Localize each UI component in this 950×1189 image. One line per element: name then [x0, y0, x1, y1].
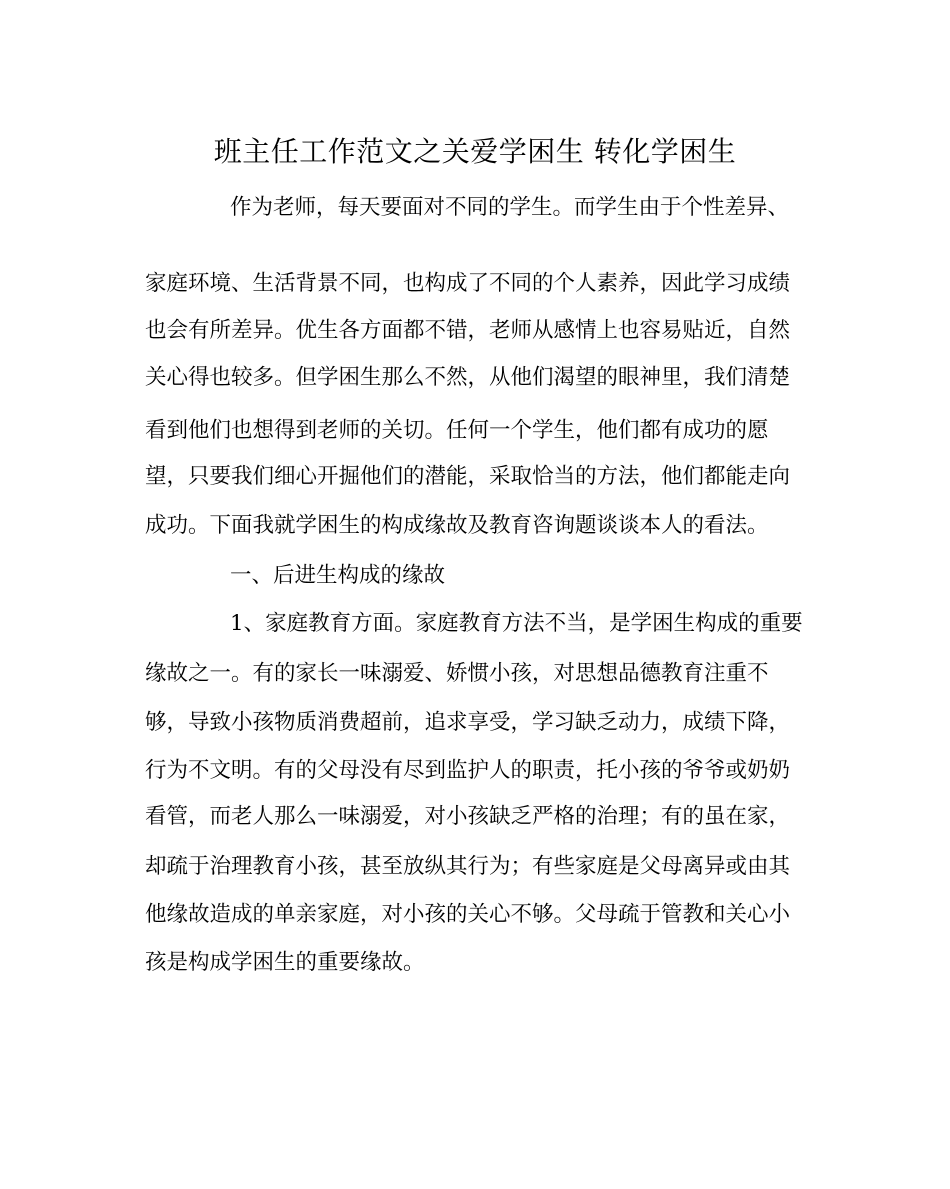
- paragraph-3-line-6: 却疏于治理教育小孩，甚至放纵其行为；有些家庭是父母离异或由其: [145, 854, 791, 879]
- paragraph-3-line-8: 孩是构成学困生的重要缘故。: [145, 950, 425, 975]
- paragraph-3-line-1: 1、家庭教育方面。家庭教育方法不当，是学困生构成的重要: [230, 611, 803, 636]
- paragraph-1-line-1: 作为老师，每天要面对不同的学生。而学生由于个性差异、: [230, 195, 790, 220]
- paragraph-1-line-7: 成功。下面我就学困生的构成缘故及教育咨询题谈谈本人的看法。: [145, 513, 769, 538]
- paragraph-3-line-7: 他缘故造成的单亲家庭，对小孩的关心不够。父母疏于管教和关心小: [145, 902, 791, 927]
- paragraph-1-line-3: 也会有所差异。优生各方面都不错，老师从感情上也容易贴近，自然: [145, 318, 791, 343]
- paragraph-1-line-2: 家庭环境、生活背景不同，也构成了不同的个人素养，因此学习成绩: [145, 271, 791, 296]
- section-heading: 一、后进生构成的缘故: [230, 563, 446, 588]
- paragraph-3-line-5: 看管，而老人那么一味溺爱，对小孩缺乏严格的治理；有的虽在家，: [145, 804, 791, 829]
- document-title: 班主任工作范文之关爱学困生 转化学困生: [213, 135, 737, 168]
- paragraph-3-line-4: 行为不文明。有的父母没有尽到监护人的职责，托小孩的爷爷或奶奶: [145, 758, 791, 783]
- paragraph-1-line-6: 望，只要我们细心开掘他们的潜能，采取恰当的方法，他们都能走向: [145, 464, 791, 489]
- paragraph-1-line-5: 看到他们也想得到老师的关切。任何一个学生，他们都有成功的愿: [145, 418, 769, 443]
- paragraph-3-line-2: 缘故之一。有的家长一味溺爱、娇惯小孩，对思想品德教育注重不: [145, 661, 769, 686]
- paragraph-3-line-3: 够，导致小孩物质消费超前，追求享受，学习缺乏动力，成绩下降，: [145, 710, 791, 735]
- paragraph-1-line-4: 关心得也较多。但学困生那么不然，从他们渴望的眼神里，我们清楚: [145, 365, 791, 390]
